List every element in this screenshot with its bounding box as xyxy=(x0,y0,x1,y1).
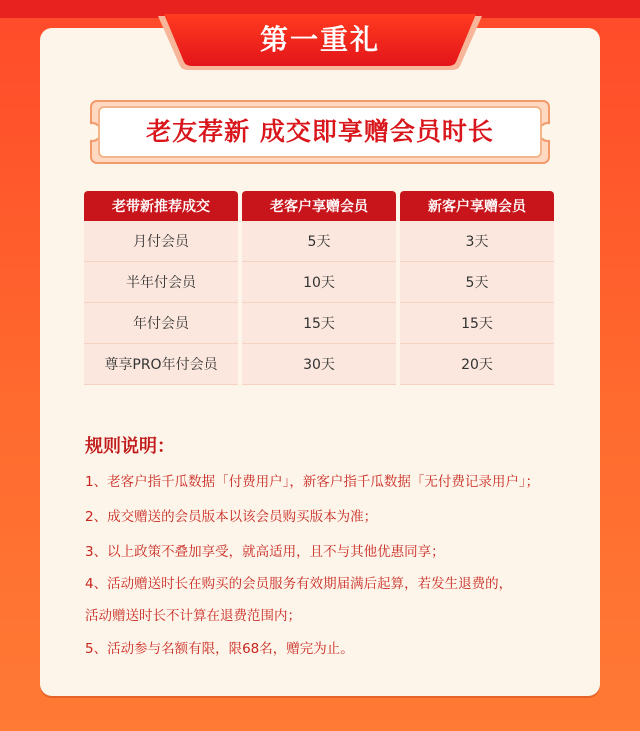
table-cell: 年付会员 xyxy=(84,303,238,344)
table-row xyxy=(84,344,554,385)
rules-title: 规则说明： xyxy=(85,436,175,457)
rule-line: 4、活动赠送时长在购买的会员服务有效期届满后起算，若发生退费的， xyxy=(85,576,513,592)
table-cell: 月付会员 xyxy=(84,221,238,262)
reward-table xyxy=(80,191,558,385)
table-cell: 5天 xyxy=(400,262,554,303)
table-cell: 15天 xyxy=(242,303,396,344)
headline-text: 老友荐新 成交即享赠会员时长 xyxy=(98,106,542,158)
table-cell: 10天 xyxy=(242,262,396,303)
title-ribbon xyxy=(156,12,484,74)
table-cell: 20天 xyxy=(400,344,554,385)
table-row xyxy=(84,221,554,262)
ribbon-title: 第一重礼 xyxy=(259,23,380,56)
rule-line: 1、老客户指千瓜数据「付费用户」，新客户指千瓜数据「无付费记录用户」； xyxy=(85,474,540,490)
table-header-row xyxy=(84,191,554,221)
table-row xyxy=(84,262,554,303)
table-cell: 半年付会员 xyxy=(84,262,238,303)
table-cell: 3天 xyxy=(400,221,554,262)
table-row xyxy=(84,303,554,344)
rule-line: 3、以上政策不叠加享受，就高适用，且不与其他优惠同享； xyxy=(85,544,445,560)
table-cell: 尊享PRO年付会员 xyxy=(84,344,238,385)
rule-line: 2、成交赠送的会员版本以该会员购买版本为准； xyxy=(85,509,378,525)
table-cell: 5天 xyxy=(242,221,396,262)
column-header: 老客户享赠会员 xyxy=(242,191,396,221)
table-cell: 15天 xyxy=(400,303,554,344)
rule-line: 5、活动参与名额有限，限68名，赠完为止。 xyxy=(85,641,354,657)
column-header: 老带新推荐成交 xyxy=(84,191,238,221)
column-header: 新客户享赠会员 xyxy=(400,191,554,221)
headline-banner xyxy=(90,100,550,164)
rule-line: 活动赠送时长不计算在退费范围内； xyxy=(85,608,301,624)
table-cell: 30天 xyxy=(242,344,396,385)
